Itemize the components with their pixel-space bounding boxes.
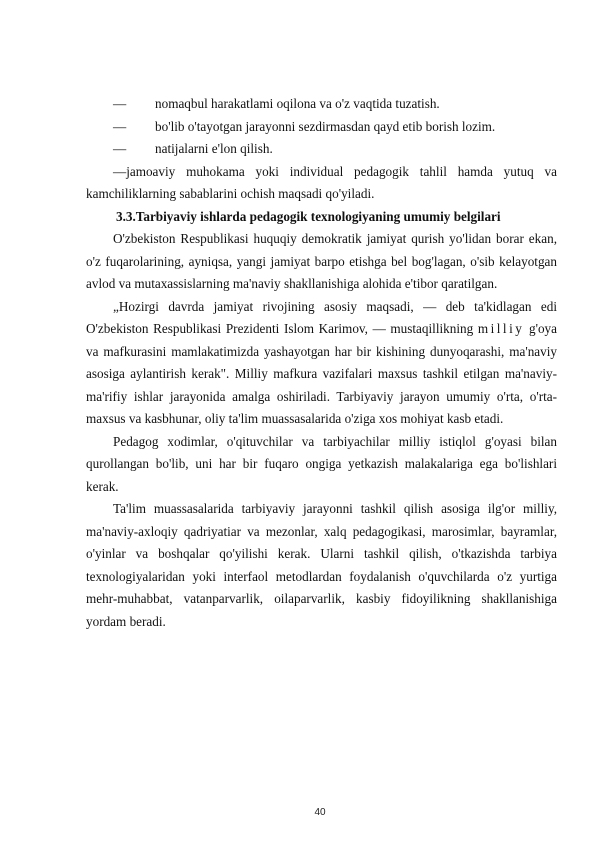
dash-bullet: — [113, 118, 127, 134]
list-item-text: nomaqbul harakatlami oqilona va o'z vaqtida tuzatish. [155, 96, 440, 111]
paragraph-2-end: g'oya va mafkurasini mamlakatimizda yashayotgan har bir kishining dunyoqarashi, ma'naviy asosiga aylantirish kerak". Milliy mafkura vazifalari maxsus tashkil etilgan ma'naviy-ma'rifiy ishlar jarayonida amalga oshiriladi. Tarbiyaviy jarayon umumiy o'rta, o'rta-maxsus va kasbhunar, oliy ta'lim muassasalarida o'ziga xos mohiyat kasb etadi. [86, 321, 558, 426]
list-item-text: natijalarni e'lon qilish. [155, 141, 273, 156]
list-item-text: bo'lib o'tayotgan jarayonni sezdirmasdan qayd etib borish lozim. [155, 118, 496, 134]
list-item [86, 116, 557, 139]
paragraph-1: O'zbekiston Respublikasi huquqiy demokratik jamiyat qurish yo'lidan borar ekan, o'z fuqarolarining, ayniqsa, yangi jamiyat barpo etishga bel bog'lagan, o'sib kelayotgan avlod va mutaxassislarning ma'naviy shakllanishiga alohida e'tibor qaratilgan. [86, 231, 557, 291]
dash-bullet: — [113, 96, 127, 111]
page-number: 40 [314, 807, 326, 818]
spaced-word: milliy [477, 321, 525, 336]
list-item [86, 138, 557, 161]
document-page [86, 93, 557, 633]
dash-bullet: — [113, 141, 127, 156]
list-item [86, 93, 557, 116]
paragraph-3: Pedagog xodimlar, o'qituvchilar va tarbiyachilar milliy istiqlol g'oyasi bilan qurollangan bo'lib, uni har bir fuqaro ongiga yetkazish malakalariga ega bo'lishlari kerak. [86, 433, 557, 494]
paragraph-4: Ta'lim muassasalarida tarbiyaviy jarayonni tashkil qilish asosiga ilg'or milliy, ma'naviy-axloqiy qadriyatiar va mezonlar, xalq pedagogikasi, marosimlar, bayramlar, o'yinlar va boshqalar qo'yilishi kerak. Ularni tashkil qilish, o'tkazishda tarbiya texnologiyalaridan yoki interfaol metodlardan foydalanish o'quvchilarda o'z yurtiga mehr-muhabbat, vatanparvarlik, oilaparvarlik, kasbiy fidoyilikning shakllanishiga yordam beradi. [86, 501, 557, 629]
paragraph-2 [86, 296, 557, 431]
paragraph-2-start: „Hozirgi davrda jamiyat rivojining asosiy maqsadi, — deb ta'kidlagan edi O'zbekiston Respublikasi Prezidenti Islom Karimov, — mustaqillikning [86, 298, 557, 336]
section-heading: 3.3.Tarbiyaviy ishlarda pedagogik texnologiyaning umumiy belgilari [116, 208, 501, 224]
paragraph-discussion: —jamoaviy muhokama yoki individual pedagogik tahlil hamda yutuq va kamchiliklarning sabablarini ochish maqsadi qo'yiladi. [86, 163, 557, 201]
